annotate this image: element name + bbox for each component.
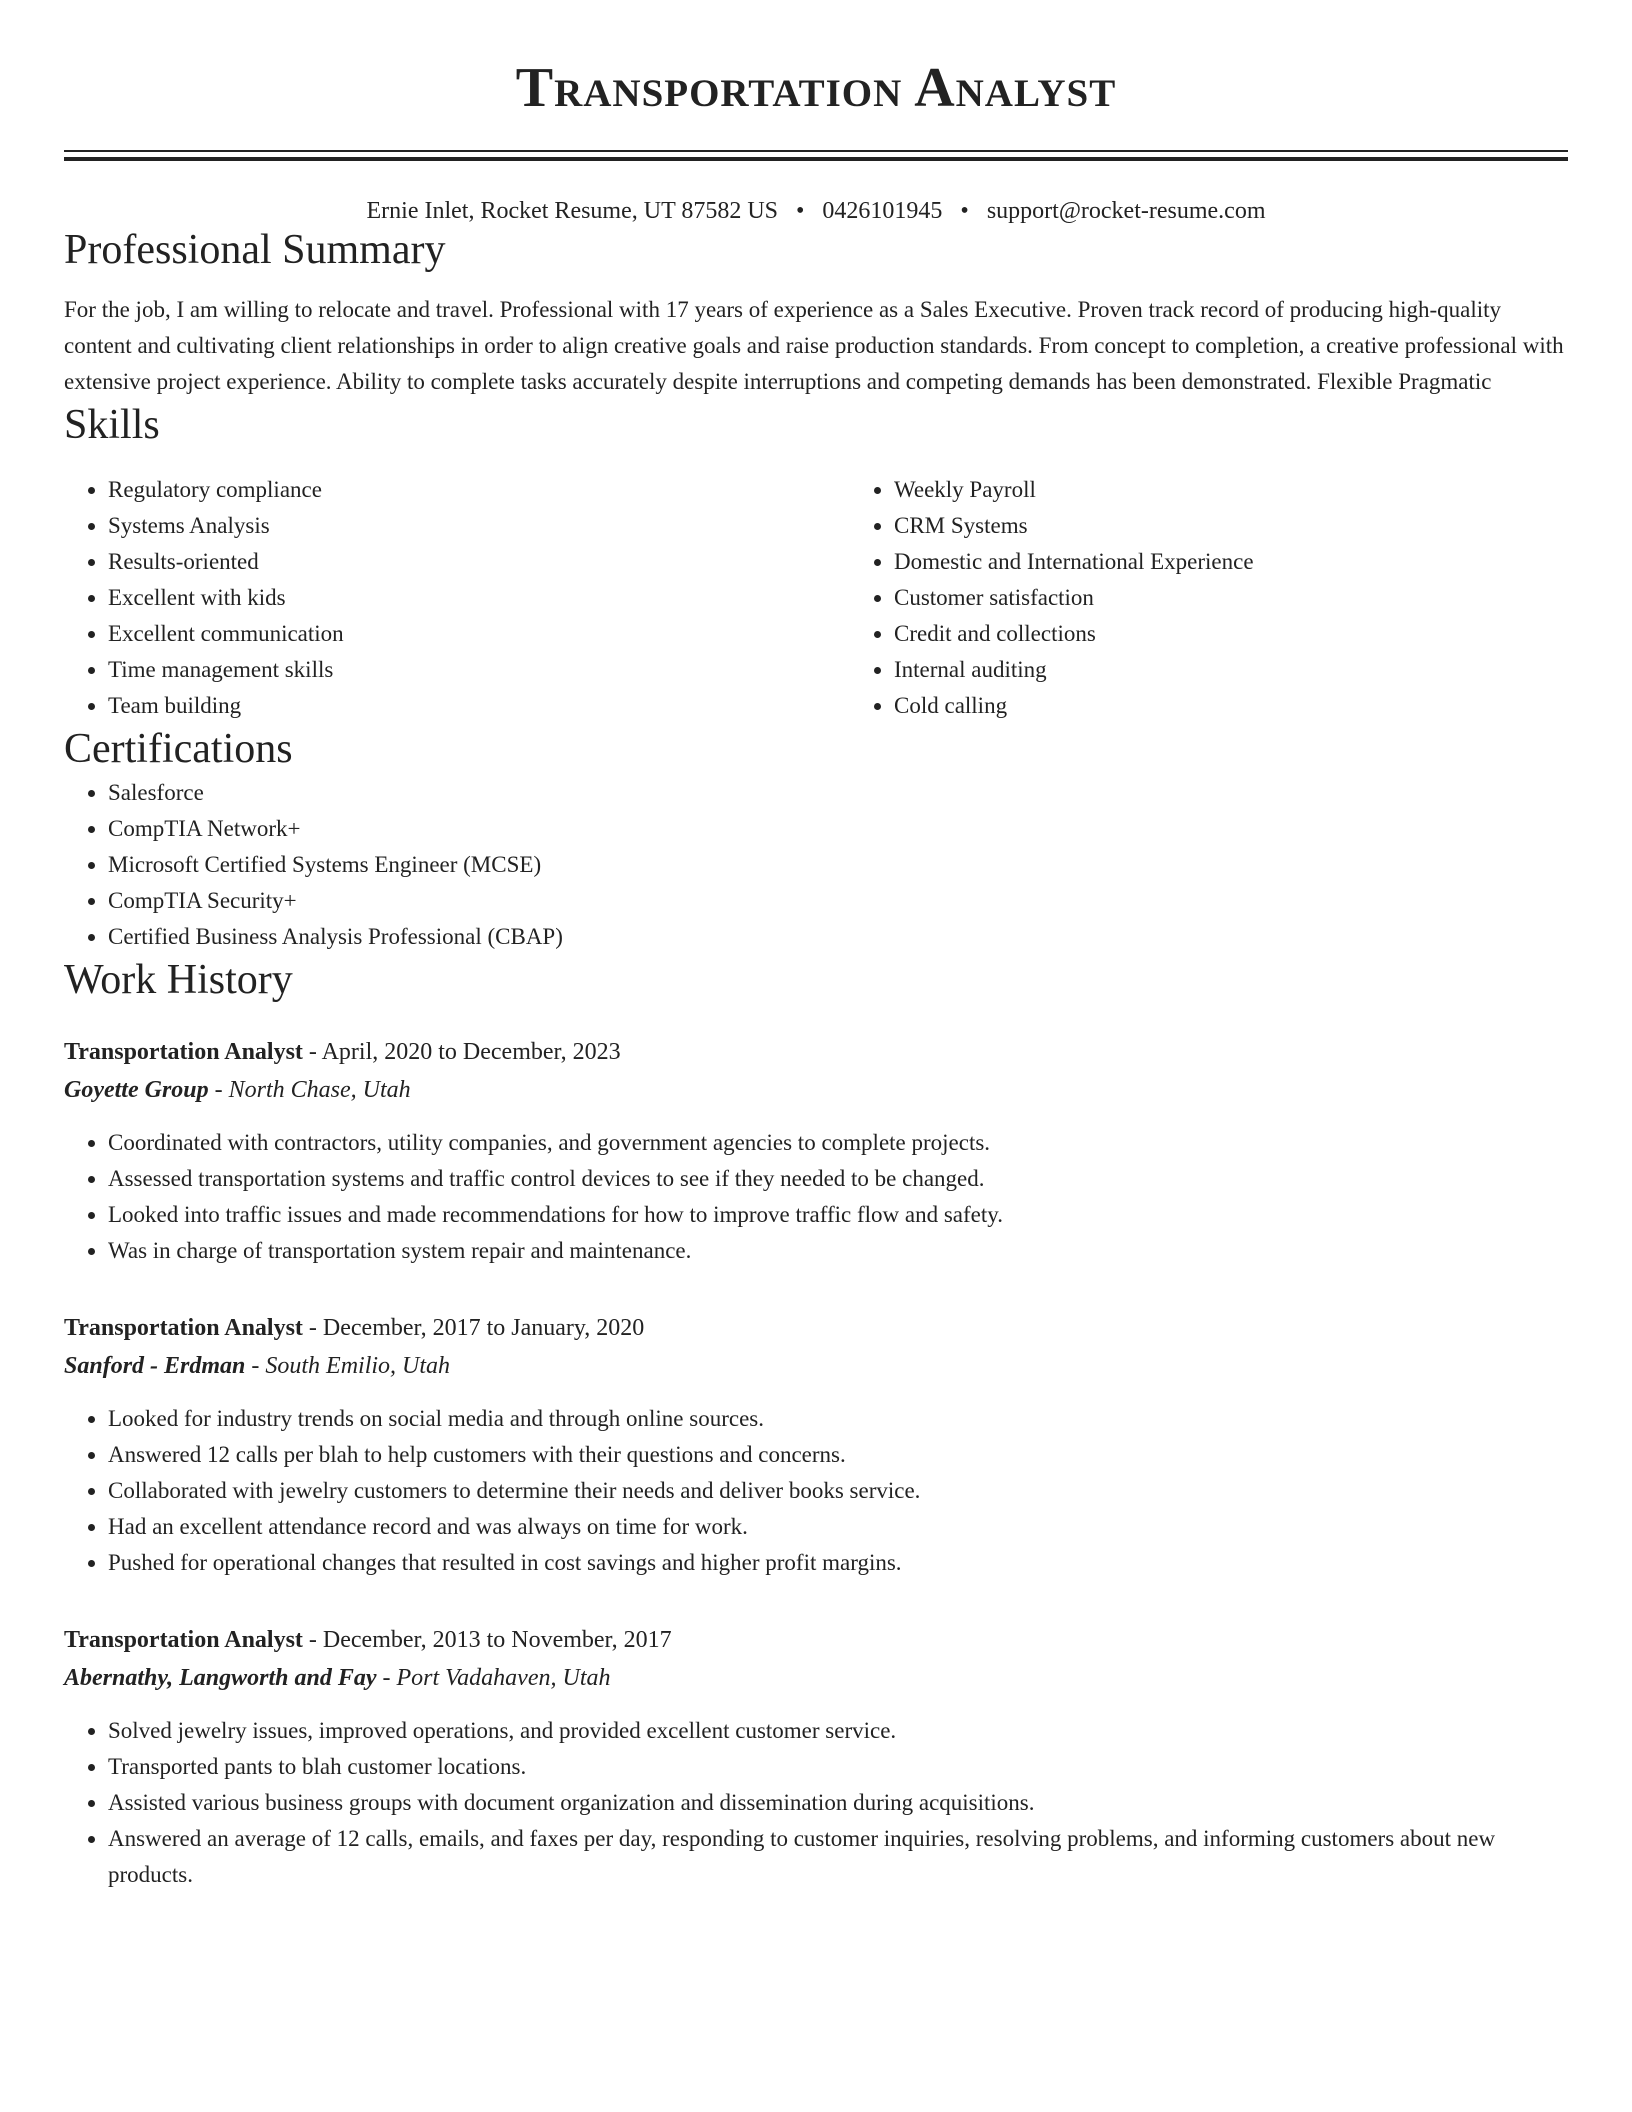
skill-item: • Weekly Payroll — [894, 472, 1632, 508]
certification-item: • CompTIA Network+ — [108, 811, 1568, 847]
job-bullet: • Collaborated with jewelry customers to determine their needs and deliver books service. — [108, 1473, 1568, 1509]
job-bullet: • Pushed for operational changes that resulted in cost savings and higher profit margins. — [108, 1545, 1568, 1581]
job-location: North Chase, Utah — [228, 1076, 411, 1103]
contact-address: Ernie Inlet, Rocket Resume, UT 87582 US — [366, 197, 778, 224]
job-dash: - — [308, 1038, 322, 1065]
contact-separator: • — [960, 197, 969, 224]
skill-item: • Systems Analysis — [108, 508, 850, 544]
contact-separator: • — [796, 197, 805, 224]
work-history-section — [64, 955, 1568, 1893]
skill-item: • Excellent communication — [108, 616, 850, 652]
skills-heading: Skills — [64, 401, 160, 448]
summary-text: For the job, I am willing to relocate and travel. Professional with 17 years of experience as a Sales Executive. Proven track record of producing high-quality content and cultivating client relationships in order to align creative goals and raise production standards. From concept to completion, a creative professional with extensive project experience. Ability to complete tasks accurately despite interruptions and competing demands has been demonstrated. Flexible Pragmatic — [64, 296, 1564, 394]
job-bullets — [64, 1401, 1568, 1581]
job-bullet: • Solved jewelry issues, improved operations, and provided excellent customer service. — [108, 1713, 1568, 1749]
job-dash: - — [382, 1664, 397, 1691]
job-company-line — [64, 1659, 1568, 1697]
job-entry — [64, 1033, 1568, 1269]
skill-item: • Regulatory compliance — [108, 472, 850, 508]
job-location: South Emilio, Utah — [265, 1352, 451, 1379]
job-bullet: • Had an excellent attendance record and was always on time for work. — [108, 1509, 1568, 1545]
skill-item: • Time management skills — [108, 652, 850, 688]
job-dash: - — [308, 1314, 323, 1341]
job-dates: December, 2013 to November, 2017 — [322, 1626, 672, 1653]
skill-item: • Cold calling — [894, 688, 1632, 724]
work-history-heading: Work History — [64, 956, 293, 1003]
summary-heading: Professional Summary — [64, 227, 446, 274]
job-company-line — [64, 1347, 1568, 1385]
job-entry — [64, 1309, 1568, 1581]
job-dash: - — [251, 1352, 266, 1379]
job-bullet: • Looked into traffic issues and made recommendations for how to improve traffic flow and safety. — [108, 1197, 1568, 1233]
certification-item: • CompTIA Security+ — [108, 883, 1568, 919]
summary-section — [64, 225, 1568, 399]
skills-section — [64, 400, 1568, 724]
skill-item: • Internal auditing — [894, 652, 1632, 688]
skill-item: • CRM Systems — [894, 508, 1632, 544]
job-company: Abernathy, Langworth and Fay — [64, 1664, 377, 1691]
job-bullet: • Coordinated with contractors, utility companies, and government agencies to complete projects. — [108, 1125, 1568, 1161]
job-entry — [64, 1621, 1568, 1893]
job-company: Sanford - Erdman — [64, 1352, 246, 1379]
job-role: Transportation Analyst — [64, 1038, 303, 1065]
job-bullets — [64, 1713, 1568, 1893]
job-title-line — [64, 1621, 1568, 1659]
skill-item: • Team building — [108, 688, 850, 724]
job-bullet: • Transported pants to blah customer locations. — [108, 1749, 1568, 1785]
job-company-line — [64, 1071, 1568, 1109]
job-bullet: • Looked for industry trends on social media and through online sources. — [108, 1401, 1568, 1437]
skill-item: • Credit and collections — [894, 616, 1632, 652]
skills-columns — [64, 472, 1568, 724]
certifications-list — [64, 775, 1568, 955]
certification-item: • Salesforce — [108, 775, 1568, 811]
job-dates: December, 2017 to January, 2020 — [322, 1314, 645, 1341]
contact-phone: 0426101945 — [822, 197, 943, 224]
job-location: Port Vadahaven, Utah — [396, 1664, 611, 1691]
job-dates: April, 2020 to December, 2023 — [321, 1038, 621, 1065]
skill-item: • Results-oriented — [108, 544, 850, 580]
skill-item: • Excellent with kids — [108, 580, 850, 616]
job-title-line — [64, 1033, 1568, 1071]
skills-list-right — [850, 472, 1632, 724]
certifications-section — [64, 724, 1568, 954]
job-bullet: • Answered an average of 12 calls, emails, and faxes per day, responding to customer inquiries, resolving problems, and informing customers about new products. — [108, 1821, 1568, 1893]
contact-email: support@rocket-resume.com — [986, 197, 1266, 224]
job-bullet: • Answered 12 calls per blah to help customers with their questions and concerns. — [108, 1437, 1568, 1473]
job-bullet: • Was in charge of transportation system repair and maintenance. — [108, 1233, 1568, 1269]
title-double-rule — [64, 150, 1568, 161]
resume-title: Transportation Analyst — [515, 57, 1117, 119]
skills-list-left — [64, 472, 850, 724]
certification-item: • Microsoft Certified Systems Engineer (MCSE) — [108, 847, 1568, 883]
job-role: Transportation Analyst — [64, 1314, 303, 1341]
certification-item: • Certified Business Analysis Professional (CBAP) — [108, 919, 1568, 955]
skill-item: • Domestic and International Experience — [894, 544, 1632, 580]
job-title-line — [64, 1309, 1568, 1347]
job-bullet: • Assessed transportation systems and traffic control devices to see if they needed to be changed. — [108, 1161, 1568, 1197]
job-company: Goyette Group — [64, 1076, 209, 1103]
job-bullet: • Assisted various business groups with document organization and dissemination during acquisitions. — [108, 1785, 1568, 1821]
job-bullets — [64, 1125, 1568, 1269]
skill-item: • Customer satisfaction — [894, 580, 1632, 616]
job-dash: - — [308, 1626, 323, 1653]
job-dash: - — [214, 1076, 229, 1103]
contact-line — [64, 197, 1568, 226]
certifications-heading: Certifications — [64, 726, 293, 773]
job-role: Transportation Analyst — [64, 1626, 303, 1653]
